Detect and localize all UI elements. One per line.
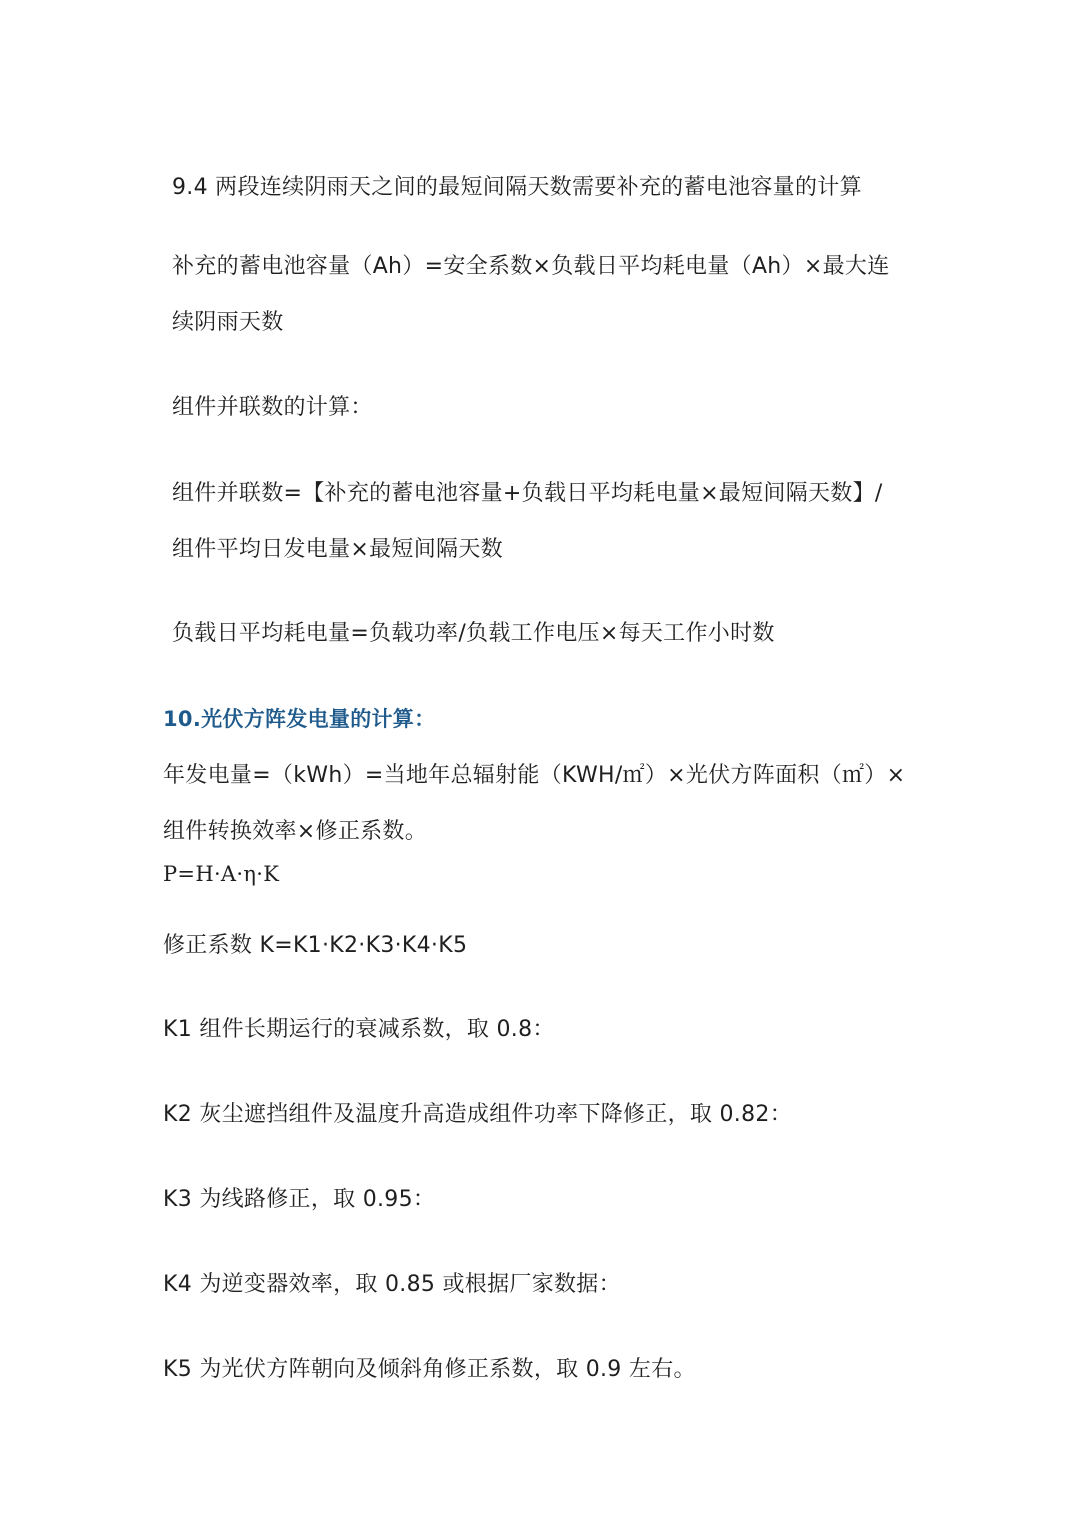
power-formula: P=H·A·η·K <box>163 862 280 886</box>
parallel-count-formula-line-1: 组件并联数=【补充的蓄电池容量+负载日平均耗电量×最短间隔天数】/ <box>172 481 883 506</box>
k3-description: K3 为线路修正，取 0.95： <box>163 1187 436 1212</box>
parallel-count-heading: 组件并联数的计算： <box>172 395 373 420</box>
k1-description: K1 组件长期运行的衰减系数，取 0.8： <box>163 1017 555 1042</box>
section-10-heading: 10.光伏方阵发电量的计算： <box>163 707 436 731</box>
k2-description: K2 灰尘遮挡组件及温度升高造成组件功率下降修正，取 0.82： <box>163 1102 792 1127</box>
k4-description: K4 为逆变器效率，取 0.85 或根据厂家数据： <box>163 1272 621 1297</box>
correction-factor-formula: 修正系数 K=K1·K2·K3·K4·K5 <box>163 933 468 958</box>
k5-description: K5 为光伏方阵朝向及倾斜角修正系数，取 0.9 左右。 <box>163 1357 696 1382</box>
load-consumption-formula: 负载日平均耗电量=负载功率/负载工作电压×每天工作小时数 <box>172 621 775 646</box>
annual-generation-formula-line-1: 年发电量=（kWh）=当地年总辐射能（KWH/㎡）×光伏方阵面积（㎡）× <box>163 763 906 788</box>
annual-generation-formula-line-2: 组件转换效率×修正系数。 <box>163 819 428 844</box>
battery-capacity-formula-line-2: 续阴雨天数 <box>172 310 284 335</box>
battery-capacity-formula-line-1: 补充的蓄电池容量（Ah）=安全系数×负载日平均耗电量（Ah）×最大连 <box>172 254 890 279</box>
section-9-4-title: 9.4 两段连续阴雨天之间的最短间隔天数需要补充的蓄电池容量的计算 <box>172 175 862 200</box>
parallel-count-formula-line-2: 组件平均日发电量×最短间隔天数 <box>172 537 503 562</box>
